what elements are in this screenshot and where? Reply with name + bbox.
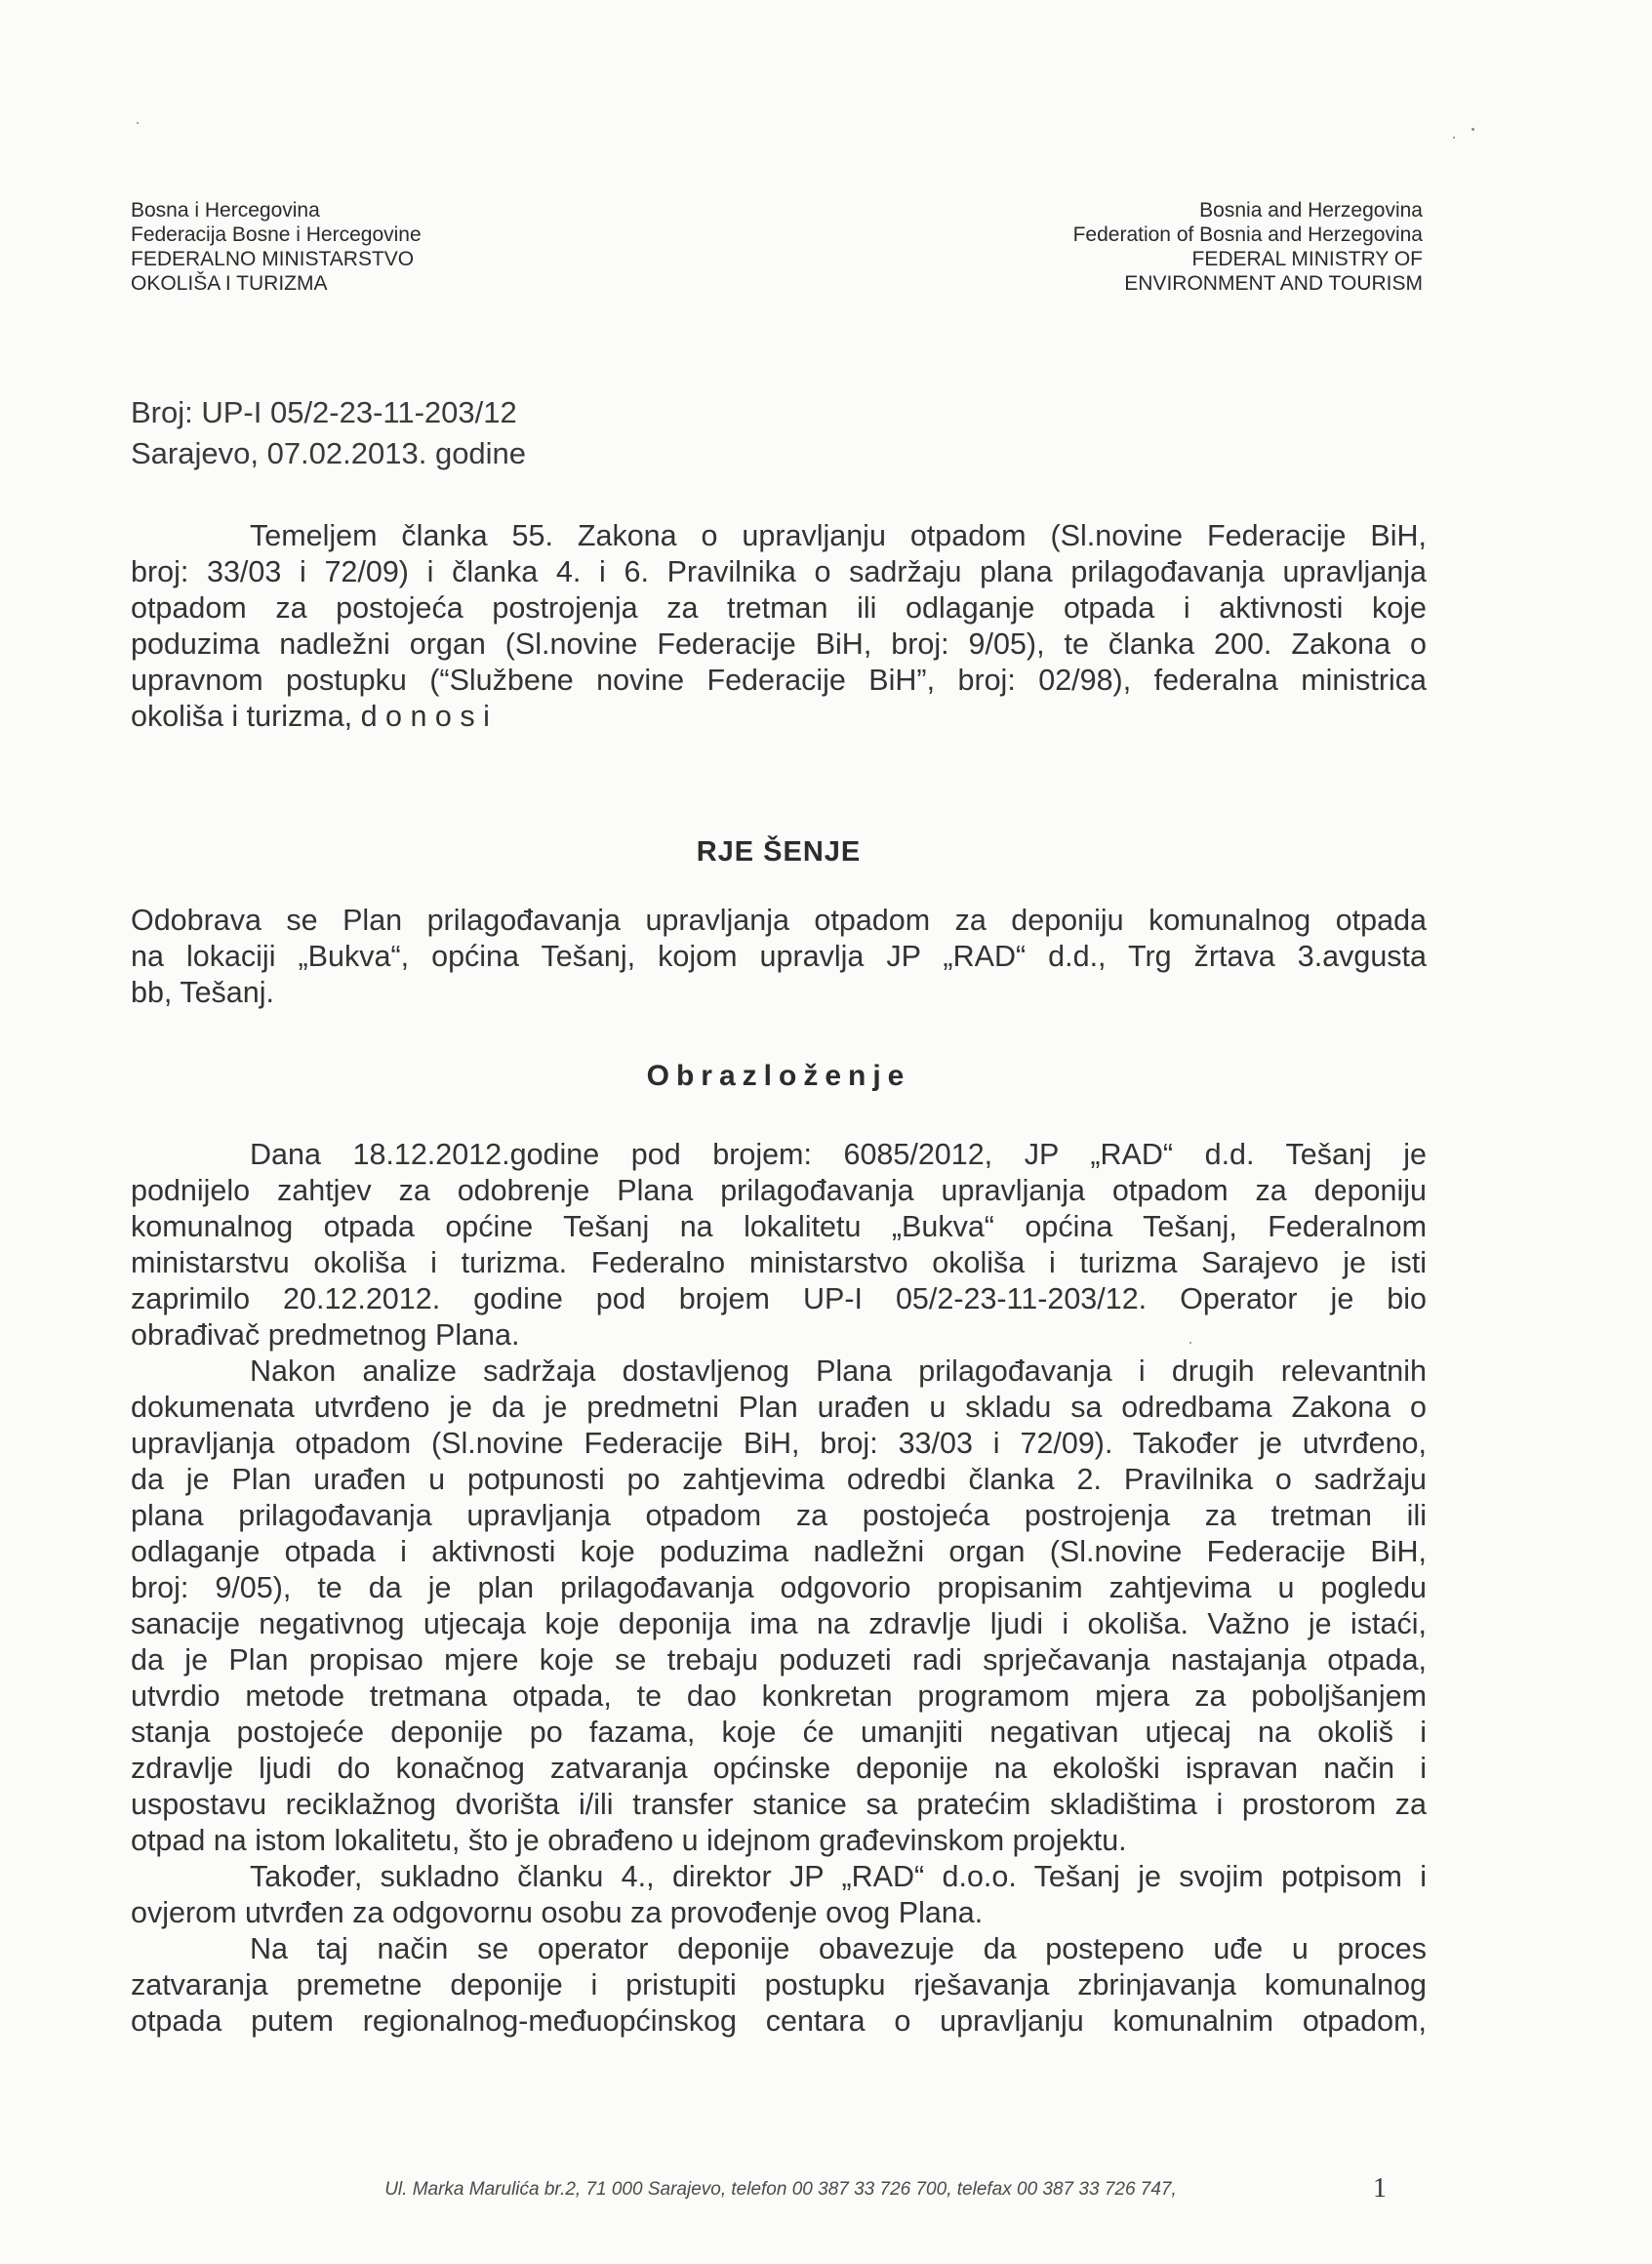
text-line: podnijelo zahtjev za odobrenje Plana prilagođavanja upravljanja otpadom za deponiju bbox=[131, 1174, 1427, 1207]
text-line: zaprimilo 20.12.2012. godine pod brojem UP-I 05/2-23-11-203/12. Operator je bio bbox=[131, 1282, 1427, 1315]
scan-speck bbox=[1471, 128, 1474, 131]
text-line: ovjerom utvrđen za odgovornu osobu za provođenje ovog Plana. bbox=[131, 1896, 984, 1929]
text-line: stanja postojeće deponije po fazama, koje će umanjiti negativan utjecaj na okoliš i bbox=[131, 1716, 1427, 1749]
text-line: Na taj način se operator deponije obavezuje da postepeno uđe u proces bbox=[250, 1932, 1427, 1965]
text-line: komunalnog otpada općine Tešanj na lokalitetu „Bukva“ općina Tešanj, Federalnom bbox=[131, 1210, 1427, 1243]
text-line: broj: 33/03 i 72/09) i članka 4. i 6. Pravilnika o sadržaju plana prilagođavanja upravljanja bbox=[131, 555, 1427, 588]
text-line: bb, Tešanj. bbox=[131, 976, 274, 1009]
footer-address: Ul. Marka Marulića br.2, 71 000 Sarajevo, telefon 00 387 33 726 700, telefax 00 387 33 726 747, bbox=[384, 2179, 1177, 2200]
scan-speck bbox=[1453, 137, 1455, 139]
text-line: da je Plan urađen u potpunosti po zahtjevima odredbi članka 2. Pravilnika o sadržaju bbox=[131, 1463, 1427, 1496]
page-number: 1 bbox=[1373, 2173, 1387, 2203]
header-right-line: ENVIRONMENT AND TOURISM bbox=[1124, 272, 1423, 295]
text-line: sanacije negativnog utjecaja koje deponija ima na zdravlje ljudi i okoliša. Važno je istaći, bbox=[131, 1607, 1427, 1640]
preamble-paragraph bbox=[131, 518, 1427, 735]
header-right-line: Federation of Bosnia and Herzegovina bbox=[1072, 223, 1423, 246]
text-line: otpad na istom lokalitetu, što je obrađeno u idejnom građevinskom projektu. bbox=[131, 1824, 1127, 1857]
text-line: Dana 18.12.2012.godine pod brojem: 6085/2012, JP „RAD“ d.d. Tešanj je bbox=[250, 1138, 1427, 1171]
text-line: dokumenata utvrđeno je da je predmetni Plan urađen u skladu sa odredbama Zakona o bbox=[131, 1391, 1427, 1424]
text-line: okoliša i turizma, d o n o s i bbox=[131, 700, 490, 733]
text-line: ministarstvu okoliša i turizma. Federalno ministarstvo okoliša i turizma Sarajevo je isti bbox=[131, 1246, 1427, 1279]
text-line: upravljanja otpadom (Sl.novine Federacije BiH, broj: 33/03 i 72/09). Također je utvrđeno, bbox=[131, 1427, 1427, 1460]
header-left-line: OKOLIŠA I TURIZMA bbox=[131, 272, 328, 295]
text-line: zdravlje ljudi do konačnog zatvaranja općinske deponije na ekološki ispravan način i bbox=[131, 1752, 1427, 1785]
header-right-line: FEDERAL MINISTRY OF bbox=[1191, 248, 1423, 270]
header-left-line: FEDERALNO MINISTARSTVO bbox=[131, 248, 415, 270]
decision-title: RJE ŠENJE bbox=[696, 836, 862, 868]
text-line: poduzima nadležni organ (Sl.novine Federacije BiH, broj: 9/05), te članka 200. Zakona o bbox=[131, 627, 1427, 661]
scan-speck bbox=[137, 122, 139, 124]
header-left bbox=[131, 198, 422, 296]
reference-place-date: Sarajevo, 07.02.2013. godine bbox=[131, 436, 527, 470]
reference-number: Broj: UP-I 05/2-23-11-203/12 bbox=[131, 395, 517, 429]
text-line: Odobrava se Plan prilagođavanja upravljanja otpadom za deponiju komunalnog otpada bbox=[131, 904, 1427, 937]
scan-speck bbox=[1189, 1342, 1191, 1344]
reasoning-paragraphs bbox=[131, 1137, 1427, 2040]
header-right bbox=[1073, 198, 1423, 296]
text-line: Nakon analize sadržaja dostavljenog Plana prilagođavanja i drugih relevantnih bbox=[250, 1354, 1427, 1388]
decision-paragraph bbox=[131, 903, 1427, 1011]
text-line: otpadom za postojeća postrojenja za tretman ili odlaganje otpada i aktivnosti koje bbox=[131, 591, 1427, 625]
text-line: utvrdio metode tretmana otpada, te dao konkretan programom mjera za poboljšanjem bbox=[131, 1679, 1427, 1713]
header-left-line: Bosna i Hercegovina bbox=[131, 199, 320, 222]
text-line: otpada putem regionalnog-međuopćinskog centara o upravljanju komunalnim otpadom, bbox=[131, 2004, 1427, 2038]
reference-block bbox=[131, 392, 526, 474]
text-line: na lokaciji „Bukva“, općina Tešanj, kojom upravlja JP „RAD“ d.d., Trg žrtava 3.avgusta bbox=[131, 940, 1427, 973]
text-line: plana prilagođavanja upravljanja otpadom za postojeća postrojenja za tretman ili bbox=[131, 1499, 1427, 1532]
reasoning-title: Obrazloženje bbox=[646, 1060, 911, 1092]
text-line: broj: 9/05), te da je plan prilagođavanja odgovorio propisanim zahtjevima u pogledu bbox=[131, 1571, 1427, 1604]
text-line: obrađivač predmetnog Plana. bbox=[131, 1318, 520, 1352]
text-line: uspostavu reciklažnog dvorišta i/ili transfer stanice sa pratećim skladištima i prostorom za bbox=[131, 1788, 1427, 1821]
header-left-line: Federacija Bosne i Hercegovine bbox=[131, 223, 422, 246]
header-right-line: Bosnia and Herzegovina bbox=[1199, 199, 1423, 222]
text-line: upravnom postupku (“Službene novine Federacije BiH”, broj: 02/98), federalna ministrica bbox=[131, 664, 1427, 697]
text-line: da je Plan propisao mjere koje se trebaju poduzeti radi sprječavanja nastajanja otpada, bbox=[131, 1643, 1427, 1677]
text-line: Temeljem članka 55. Zakona o upravljanju otpadom (Sl.novine Federacije BiH, bbox=[250, 519, 1427, 552]
text-line: Također, sukladno članku 4., direktor JP „RAD“ d.o.o. Tešanj je svojim potpisom i bbox=[250, 1860, 1427, 1893]
text-line: zatvaranja premetne deponije i pristupiti postupku rješavanja zbrinjavanja komunalnog bbox=[131, 1968, 1427, 2001]
text-line: odlaganje otpada i aktivnosti koje poduzima nadležni organ (Sl.novine Federacije BiH, bbox=[131, 1535, 1427, 1568]
